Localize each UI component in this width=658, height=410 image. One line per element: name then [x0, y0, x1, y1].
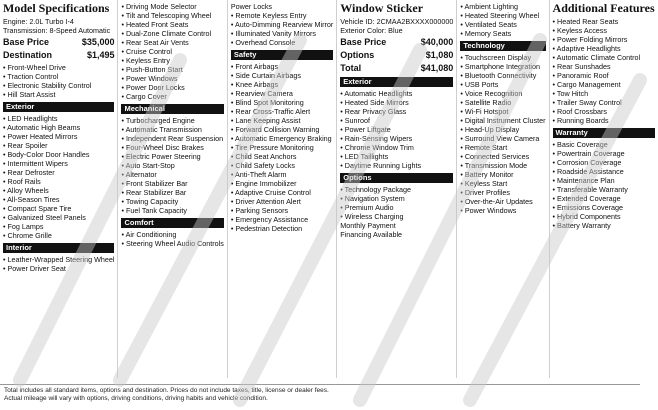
- section-header: Exterior: [340, 77, 453, 87]
- column-heading: Window Sticker: [340, 1, 424, 15]
- feature-item: • All-Season Tires: [3, 195, 114, 204]
- feature-item: • Body-Color Door Handles: [3, 150, 114, 159]
- feature-item: • Transferable Warranty: [553, 185, 655, 194]
- feature-item: • Adaptive Headlights: [553, 44, 655, 53]
- feature-item: • Electronic Stability Control: [3, 81, 114, 90]
- feature-item: • Pedestrian Detection: [231, 224, 333, 233]
- feature-item: • Ambient Lighting: [460, 2, 545, 11]
- feature-item: • Remote Start: [460, 143, 545, 152]
- feature-item: • Auto-Dimming Rearview Mirror: [231, 20, 333, 29]
- feature-item: • Chrome Grille: [3, 231, 114, 240]
- feature-item: • Driver Profiles: [460, 188, 545, 197]
- feature-item: • Maintenance Plan: [553, 176, 655, 185]
- section-header: Interior: [3, 243, 114, 253]
- footer-line-1: Total includes all standard items, options and destination. Prices do not include taxes, title, license or dealer fees.: [4, 387, 329, 394]
- feature-item: • LED Headlights: [3, 114, 114, 123]
- feature-item: • Wi-Fi Hotspot: [460, 107, 545, 116]
- feature-item: • Hybrid Components: [553, 212, 655, 221]
- feature-item: • Heated Rear Seats: [553, 17, 655, 26]
- section-header: Technology: [460, 41, 545, 51]
- footer-line-2: Actual mileage will vary with options, driving conditions, driving habits and vehicle condition.: [4, 395, 268, 402]
- feature-item: • Smartphone Integration: [460, 62, 545, 71]
- feature-item: • Rear Spoiler: [3, 141, 114, 150]
- feature-item: • Heated Side Mirrors: [340, 98, 453, 107]
- feature-item: • Satellite Radio: [460, 98, 545, 107]
- feature-item: • Front Stabilizer Bar: [121, 179, 223, 188]
- feature-item: • Automatic High Beams: [3, 123, 114, 132]
- section-header: Warranty: [553, 128, 655, 138]
- feature-item: • Anti-Theft Alarm: [231, 170, 333, 179]
- section-header: Exterior: [3, 102, 114, 112]
- spec-line: Exterior Color: Blue: [340, 26, 403, 35]
- feature-item: • Heated Steering Wheel: [460, 11, 545, 20]
- feature-item: • Towing Capacity: [121, 197, 223, 206]
- feature-item: • Keyless Start: [460, 179, 545, 188]
- feature-item: • Child Safety Locks: [231, 161, 333, 170]
- feature-item: • Premium Audio: [340, 203, 453, 212]
- feature-item: • Basic Coverage: [553, 140, 655, 149]
- feature-item: • Daytime Running Lights: [340, 161, 453, 170]
- feature-item: • Lane Keeping Assist: [231, 116, 333, 125]
- column-heading: Model Specifications: [3, 1, 110, 15]
- feature-item: • Rear Seat Air Vents: [121, 38, 223, 47]
- price-value: $41,080: [420, 63, 454, 73]
- feature-item: • Navigation System: [340, 194, 453, 203]
- spec-column: [228, 0, 337, 378]
- feature-item: • Emergency Assistance: [231, 215, 333, 224]
- feature-item: • Side Curtain Airbags: [231, 71, 333, 80]
- feature-item: • Independent Rear Suspension: [121, 134, 223, 143]
- feature-item: • Automatic Headlights: [340, 89, 453, 98]
- feature-item: • Tire Pressure Monitoring: [231, 143, 333, 152]
- feature-item: • Digital Instrument Cluster: [460, 116, 545, 125]
- price-value: $1,080: [425, 50, 454, 60]
- column-heading: Additional Features: [552, 1, 655, 15]
- feature-item: • Alloy Wheels: [3, 186, 114, 195]
- feature-item: • Adaptive Cruise Control: [231, 188, 333, 197]
- feature-item: • Chrome Window Trim: [340, 143, 453, 152]
- feature-item: • Automatic Transmission: [121, 125, 223, 134]
- feature-item: • Rear Cross-Traffic Alert: [231, 107, 333, 116]
- feature-item: • Technology Package: [340, 185, 453, 194]
- feature-item: • Powertrain Coverage: [553, 149, 655, 158]
- feature-item: • Over-the-Air Updates: [460, 197, 545, 206]
- feature-item: • Push-Button Start: [121, 65, 223, 74]
- feature-item: • Wireless Charging: [340, 212, 453, 221]
- feature-item: • Blind Spot Monitoring: [231, 98, 333, 107]
- feature-item: • Emissions Coverage: [553, 203, 655, 212]
- price-row: [3, 50, 114, 61]
- feature-item: • Driving Mode Selector: [121, 2, 223, 11]
- feature-item: • Automatic Climate Control: [553, 53, 655, 62]
- feature-item: • Steering Wheel Audio Controls: [121, 239, 223, 248]
- feature-item: • Turbocharged Engine: [121, 116, 223, 125]
- feature-item: • Trailer Sway Control: [553, 98, 655, 107]
- feature-item: • Tow Hitch: [553, 89, 655, 98]
- feature-item: • Power Windows: [121, 74, 223, 83]
- price-label: Base Price: [3, 37, 50, 47]
- feature-item: • Power Driver Seat: [3, 264, 114, 273]
- feature-item: • Voice Recognition: [460, 89, 545, 98]
- feature-item: • Rain-Sensing Wipers: [340, 134, 453, 143]
- feature-item: • Intermittent Wipers: [3, 159, 114, 168]
- feature-item: • Roof Rails: [3, 177, 114, 186]
- feature-item: • Running Boards: [553, 116, 655, 125]
- price-value: $1,495: [86, 50, 115, 60]
- feature-item: • Battery Warranty: [553, 221, 655, 230]
- price-label: Destination: [3, 50, 53, 60]
- feature-item: • Cargo Management: [553, 80, 655, 89]
- spec-line: Transmission: 8-Speed Automatic: [3, 26, 111, 35]
- feature-item: • Memory Seats: [460, 29, 545, 38]
- price-value: $40,000: [420, 37, 454, 47]
- feature-item: • Heated Front Seats: [121, 20, 223, 29]
- feature-item: • Rear Defroster: [3, 168, 114, 177]
- feature-item: • Air Conditioning: [121, 230, 223, 239]
- feature-item: • Tilt and Telescoping Wheel: [121, 11, 223, 20]
- feature-item: • Battery Monitor: [460, 170, 545, 179]
- feature-item: • Panoramic Roof: [553, 71, 655, 80]
- price-label: Base Price: [340, 37, 387, 47]
- feature-item: • Leather-Wrapped Steering Wheel: [3, 255, 114, 264]
- spec-column: [337, 0, 457, 378]
- feature-item: • Extended Coverage: [553, 194, 655, 203]
- feature-item: • Front Airbags: [231, 62, 333, 71]
- footer-disclaimer: [0, 384, 640, 410]
- price-value: $35,000: [81, 37, 115, 47]
- feature-item: • Corrosion Coverage: [553, 158, 655, 167]
- feature-item: • Remote Keyless Entry: [231, 11, 333, 20]
- feature-item: • Power Windows: [460, 206, 545, 215]
- feature-item: • Sunroof: [340, 116, 453, 125]
- section-header: Mechanical: [121, 104, 223, 114]
- price-row: [3, 37, 114, 48]
- feature-item: • Keyless Entry: [121, 56, 223, 65]
- feature-item: • Forward Collision Warning: [231, 125, 333, 134]
- feature-item: • Engine Immobilizer: [231, 179, 333, 188]
- spec-line: Vehicle ID: 2CMAA2BXXXX000000: [340, 17, 454, 26]
- spec-line: Engine: 2.0L Turbo I-4: [3, 17, 74, 26]
- feature-item: • Rear Stabilizer Bar: [121, 188, 223, 197]
- feature-item: • Ventilated Seats: [460, 20, 545, 29]
- spec-column: [457, 0, 549, 378]
- price-row: [340, 50, 453, 61]
- feature-item: • Bluetooth Connectivity: [460, 71, 545, 80]
- spec-column: [550, 0, 658, 378]
- feature-item: • USB Ports: [460, 80, 545, 89]
- feature-item: • Four-Wheel Disc Brakes: [121, 143, 223, 152]
- feature-item: • Power Liftgate: [340, 125, 453, 134]
- feature-item: • LED Taillights: [340, 152, 453, 161]
- feature-item: • Power Door Locks: [121, 83, 223, 92]
- feature-item: • Touchscreen Display: [460, 53, 545, 62]
- feature-item: • Automatic Emergency Braking: [231, 134, 333, 143]
- feature-item: • Cargo Cover: [121, 92, 223, 101]
- spec-line: Power Locks: [230, 2, 273, 11]
- price-label: Total: [340, 63, 362, 73]
- section-header: Safety: [231, 50, 333, 60]
- feature-item: • Compact Spare Tire: [3, 204, 114, 213]
- feature-item: • Fog Lamps: [3, 222, 114, 231]
- feature-item: • Cruise Control: [121, 47, 223, 56]
- feature-item: • Electric Power Steering: [121, 152, 223, 161]
- feature-item: • Surround View Camera: [460, 134, 545, 143]
- feature-item: • Galvanized Steel Panels: [3, 213, 114, 222]
- section-header: Comfort: [121, 218, 223, 228]
- feature-item: • Driver Attention Alert: [231, 197, 333, 206]
- feature-item: • Hill Start Assist: [3, 90, 114, 99]
- feature-item: • Keyless Access: [553, 26, 655, 35]
- feature-item: • Head-Up Display: [460, 125, 545, 134]
- feature-item: • Auto Start-Stop: [121, 161, 223, 170]
- feature-item: • Alternator: [121, 170, 223, 179]
- spec-line: Monthly Payment: [340, 221, 396, 230]
- spec-line: Financing Available: [340, 230, 403, 239]
- feature-item: • Power Folding Mirrors: [553, 35, 655, 44]
- feature-item: • Roadside Assistance: [553, 167, 655, 176]
- feature-item: • Roof Crossbars: [553, 107, 655, 116]
- feature-item: • Front-Wheel Drive: [3, 63, 114, 72]
- feature-item: • Power Heated Mirrors: [3, 132, 114, 141]
- feature-item: • Rearview Camera: [231, 89, 333, 98]
- spec-column: [118, 0, 227, 378]
- feature-item: • Knee Airbags: [231, 80, 333, 89]
- feature-item: • Rear Privacy Glass: [340, 107, 453, 116]
- feature-item: • Traction Control: [3, 72, 114, 81]
- section-header: Options: [340, 173, 453, 183]
- price-row: [340, 63, 453, 74]
- feature-item: • Fuel Tank Capacity: [121, 206, 223, 215]
- feature-item: • Child Seat Anchors: [231, 152, 333, 161]
- spec-column: [0, 0, 118, 378]
- feature-item: • Dual-Zone Climate Control: [121, 29, 223, 38]
- price-label: Options: [340, 50, 375, 60]
- price-row: [340, 37, 453, 48]
- feature-item: • Connected Services: [460, 152, 545, 161]
- feature-item: • Overhead Console: [231, 38, 333, 47]
- feature-item: • Parking Sensors: [231, 206, 333, 215]
- feature-item: • Transmission Mode: [460, 161, 545, 170]
- feature-item: • Rear Sunshades: [553, 62, 655, 71]
- feature-item: • Illuminated Vanity Mirrors: [231, 29, 333, 38]
